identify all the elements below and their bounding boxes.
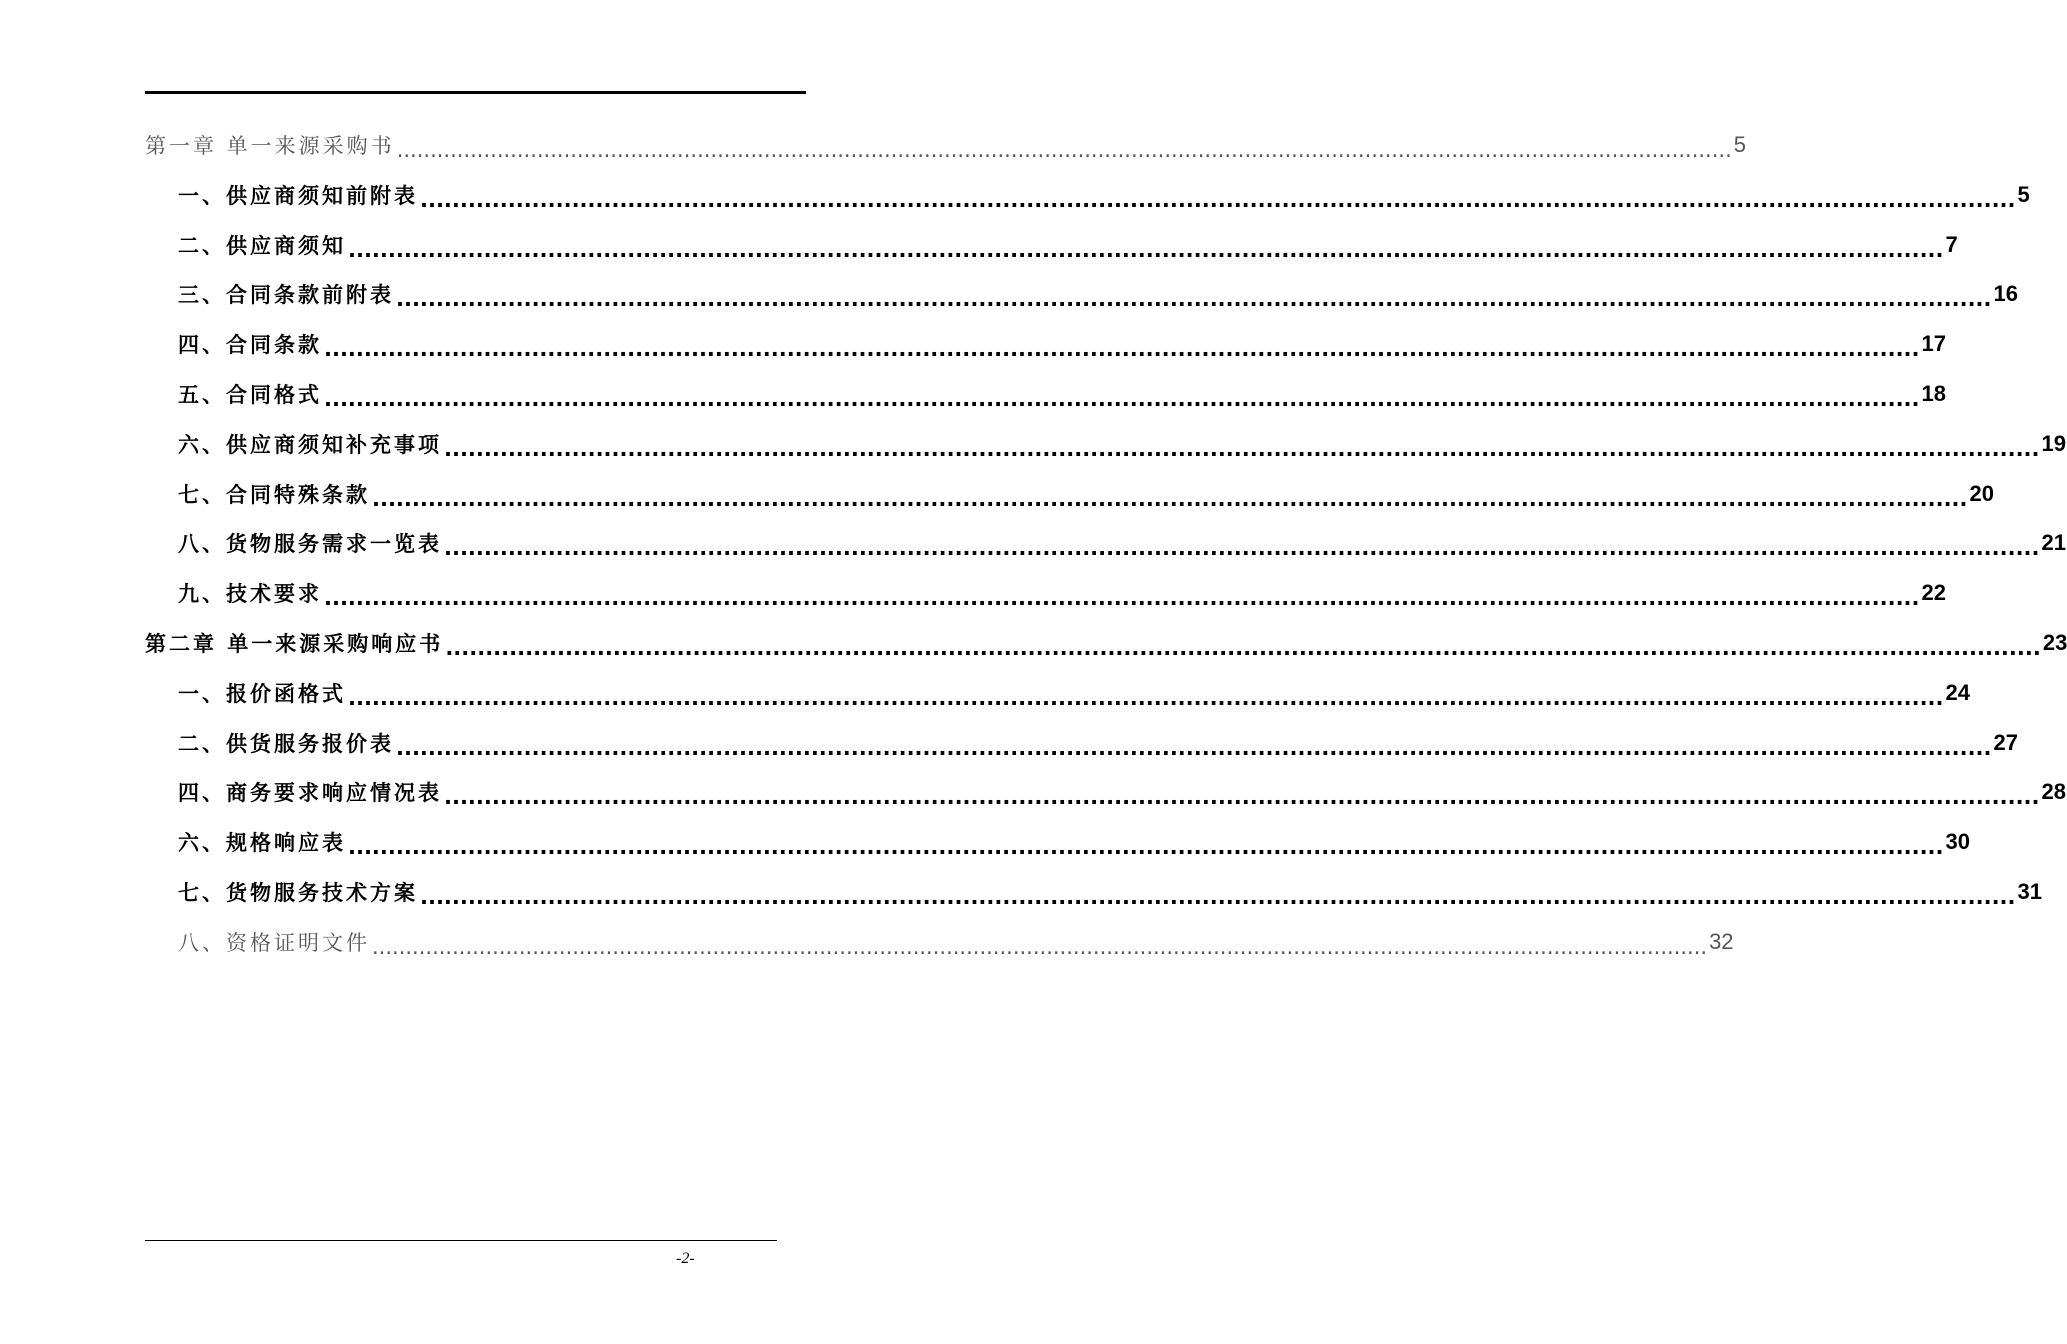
toc-entry-label: 四、合同条款 bbox=[178, 333, 322, 357]
toc-entry-page-number: 27 bbox=[1993, 730, 2018, 755]
toc-dot-leader: ........................................................................................................................................................................................................ bbox=[444, 536, 2040, 560]
toc-entry-page-number: 30 bbox=[1945, 829, 1970, 854]
toc-entry[interactable] bbox=[178, 822, 1970, 862]
toc-entry-page-number: 21 bbox=[2041, 530, 2066, 555]
toc-entry[interactable] bbox=[178, 872, 2042, 912]
toc-entry-page-number: 18 bbox=[1921, 381, 1946, 406]
toc-dot-leader: ........................................................................................................................................................................................................ bbox=[324, 387, 1920, 411]
toc-entry-label: 七、货物服务技术方案 bbox=[178, 881, 418, 905]
toc-entry-label: 四、商务要求响应情况表 bbox=[178, 781, 442, 805]
footer-rule bbox=[145, 1240, 777, 1241]
toc-entry[interactable] bbox=[178, 922, 1734, 962]
toc-entry-page-number: 32 bbox=[1709, 929, 1734, 954]
toc-entry-page-number: 7 bbox=[1945, 232, 1958, 257]
toc-entry-label: 一、报价函格式 bbox=[178, 682, 346, 706]
toc-entry-page-number: 31 bbox=[2017, 879, 2042, 904]
toc-entry-label: 三、合同条款前附表 bbox=[178, 283, 394, 307]
toc-dot-leader: ........................................................................................................................................................................................................ bbox=[420, 885, 2016, 909]
toc-entry[interactable] bbox=[178, 374, 1946, 414]
toc-entry-label: 二、供货服务报价表 bbox=[178, 732, 394, 756]
toc-entry-page-number: 16 bbox=[1993, 281, 2018, 306]
toc-entry[interactable] bbox=[178, 274, 2018, 314]
header-rule bbox=[145, 91, 806, 94]
toc-entry-label: 七、合同特殊条款 bbox=[178, 483, 370, 507]
toc-entry[interactable] bbox=[178, 474, 1994, 514]
footer-page-number: -2- bbox=[676, 1250, 695, 1267]
toc-entry-page-number: 5 bbox=[1733, 132, 1746, 157]
toc-entry-label: 一、供应商须知前附表 bbox=[178, 184, 418, 208]
toc-entry[interactable] bbox=[178, 573, 1946, 613]
toc-entry-label: 五、合同格式 bbox=[178, 383, 322, 407]
toc-entry[interactable] bbox=[178, 225, 1958, 265]
toc-dot-leader: ........................................................................................................................................................................................................ bbox=[444, 785, 2040, 809]
toc-dot-leader: ........................................................................................................................................................................................................ bbox=[420, 188, 2016, 212]
toc-entry-label: 第一章 单一来源采购书 bbox=[145, 134, 395, 158]
toc-entry-label: 第二章 单一来源采购响应书 bbox=[145, 632, 444, 656]
toc-entry-page-number: 19 bbox=[2041, 431, 2066, 456]
toc-entry-label: 八、货物服务需求一览表 bbox=[178, 532, 442, 556]
toc-dot-leader: ........................................................................................................................................................................................................ bbox=[444, 437, 2040, 461]
toc-entry[interactable] bbox=[178, 673, 1970, 713]
toc-dot-leader: ........................................................................................................................................................................................................ bbox=[396, 736, 1992, 760]
toc-dot-leader: ........................................................................................................................................................................................................ bbox=[372, 487, 1968, 511]
toc-entry[interactable] bbox=[145, 125, 1746, 165]
toc-entry-page-number: 24 bbox=[1945, 680, 1970, 705]
toc-entry-page-number: 5 bbox=[2017, 182, 2030, 207]
toc-entry-page-number: 28 bbox=[2041, 779, 2066, 804]
toc-entry-label: 二、供应商须知 bbox=[178, 234, 346, 258]
toc-entry-page-number: 17 bbox=[1921, 331, 1946, 356]
toc-dot-leader: ........................................................................................................................................................................................................ bbox=[348, 686, 1944, 710]
toc-entry-page-number: 22 bbox=[1921, 580, 1946, 605]
toc-entry[interactable] bbox=[178, 175, 2030, 215]
toc-entry-label: 九、技术要求 bbox=[178, 582, 322, 606]
toc-entry[interactable] bbox=[178, 772, 2066, 812]
toc-dot-leader: ........................................................................................................................................................................................................ bbox=[348, 835, 1944, 859]
toc-dot-leader: ........................................................................................................................................................................................................ bbox=[396, 138, 1732, 162]
toc-entry-label: 六、供应商须知补充事项 bbox=[178, 433, 442, 457]
toc-entry[interactable] bbox=[178, 523, 2066, 563]
toc-entry[interactable] bbox=[145, 623, 2067, 663]
toc-dot-leader: ........................................................................................................................................................................................................ bbox=[396, 287, 1992, 311]
toc-entry-label: 六、规格响应表 bbox=[178, 831, 346, 855]
toc-entry-page-number: 23 bbox=[2042, 630, 2067, 655]
toc-dot-leader: ........................................................................................................................................................................................................ bbox=[324, 586, 1920, 610]
toc-dot-leader: ........................................................................................................................................................................................................ bbox=[324, 337, 1920, 361]
toc-entry[interactable] bbox=[178, 723, 2018, 763]
toc-entry[interactable] bbox=[178, 424, 2066, 464]
toc-entry-page-number: 20 bbox=[1969, 481, 1994, 506]
toc-dot-leader: ........................................................................................................................................................................................................ bbox=[348, 238, 1944, 262]
toc-entry[interactable] bbox=[178, 324, 1946, 364]
toc-entry-label: 八、资格证明文件 bbox=[178, 931, 370, 955]
toc-dot-leader: ........................................................................................................................................................................................................ bbox=[445, 636, 2041, 660]
toc-dot-leader: ........................................................................................................................................................................................................ bbox=[372, 935, 1708, 959]
